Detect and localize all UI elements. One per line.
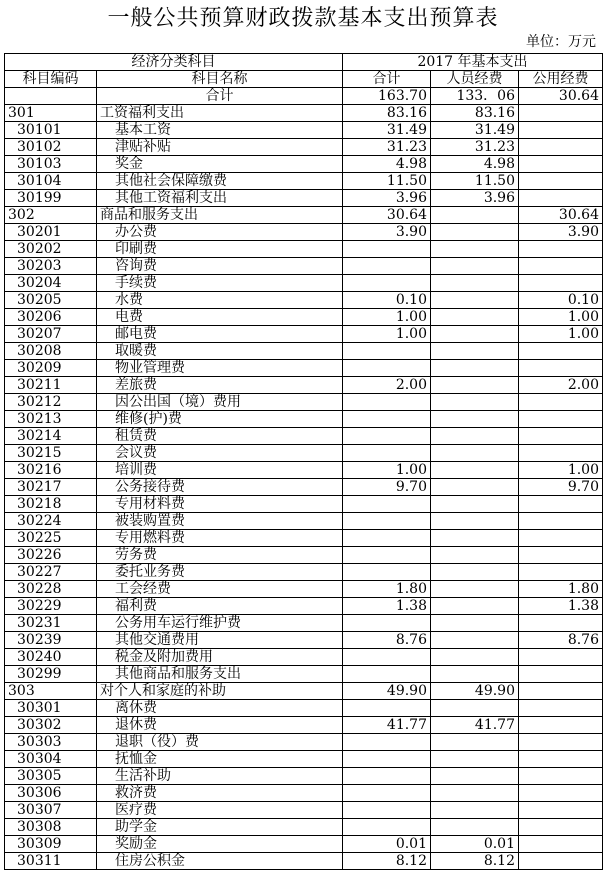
row-total: 1.00 [343,309,431,326]
header-group-row [5,54,603,71]
row-name: 其他工资福利支出 [97,190,343,207]
row-code: 30209 [5,360,97,377]
row-personnel: 83.16 [431,105,519,122]
row-personnel [431,445,519,462]
row-personnel [431,666,519,683]
row-name: 专用燃料费 [97,530,343,547]
row-code: 30102 [5,139,97,156]
row-code: 30304 [5,751,97,768]
table-row [5,241,603,258]
row-name: 津贴补贴 [97,139,343,156]
row-name: 退职（役）费 [97,734,343,751]
row-code: 30205 [5,292,97,309]
row-public [519,394,603,411]
row-public [519,785,603,802]
row-public [519,564,603,581]
row-name: 被装购置费 [97,513,343,530]
row-code: 30206 [5,309,97,326]
row-total: 8.12 [343,853,431,870]
row-personnel: 11.50 [431,173,519,190]
header-group-right: 2017 年基本支出 [343,54,603,71]
row-name: 维修(护)费 [97,411,343,428]
row-code: 30218 [5,496,97,513]
table-row [5,462,603,479]
row-personnel [431,819,519,836]
row-total: 4.98 [343,156,431,173]
row-total: 31.49 [343,122,431,139]
row-personnel [431,530,519,547]
row-total [343,411,431,428]
row-name: 福利费 [97,598,343,615]
row-public: 3.90 [519,224,603,241]
header-column-row [5,71,603,88]
row-personnel [431,428,519,445]
row-name: 奖励金 [97,836,343,853]
row-code: 30227 [5,564,97,581]
row-name: 差旅费 [97,377,343,394]
table-row [5,530,603,547]
row-public [519,241,603,258]
row-public [519,700,603,717]
row-personnel [431,241,519,258]
row-total: 31.23 [343,139,431,156]
total-total: 163.70 [343,88,431,105]
row-public [519,768,603,785]
row-personnel [431,615,519,632]
row-public [519,156,603,173]
row-total: 1.00 [343,326,431,343]
row-public [519,649,603,666]
row-total [343,785,431,802]
row-public [519,717,603,734]
row-total: 0.01 [343,836,431,853]
row-code: 30307 [5,802,97,819]
table-row [5,785,603,802]
row-total: 3.96 [343,190,431,207]
table-row [5,190,603,207]
row-public: 1.00 [519,326,603,343]
table-row [5,581,603,598]
row-public [519,666,603,683]
row-public [519,853,603,870]
row-code: 30301 [5,700,97,717]
row-name: 生活补助 [97,768,343,785]
table-row [5,105,603,122]
row-public [519,445,603,462]
row-personnel: 31.49 [431,122,519,139]
row-name: 水费 [97,292,343,309]
row-code: 30299 [5,666,97,683]
row-name: 离休费 [97,700,343,717]
table-row [5,632,603,649]
row-code: 30104 [5,173,97,190]
row-name: 工会经费 [97,581,343,598]
row-name: 手续费 [97,275,343,292]
table-row [5,326,603,343]
row-name: 奖金 [97,156,343,173]
row-code: 30199 [5,190,97,207]
header-total: 合计 [343,71,431,88]
row-name: 电费 [97,309,343,326]
row-personnel [431,479,519,496]
row-name: 医疗费 [97,802,343,819]
table-row [5,802,603,819]
row-public [519,105,603,122]
row-code: 30305 [5,768,97,785]
row-total: 41.77 [343,717,431,734]
row-total: 9.70 [343,479,431,496]
row-code: 30202 [5,241,97,258]
row-personnel [431,581,519,598]
row-total [343,258,431,275]
table-row [5,411,603,428]
row-total [343,394,431,411]
row-code: 303 [5,683,97,700]
row-personnel [431,547,519,564]
table-row [5,343,603,360]
row-name: 邮电费 [97,326,343,343]
row-personnel [431,207,519,224]
table-row [5,734,603,751]
row-personnel [431,734,519,751]
row-name: 税金及附加费用 [97,649,343,666]
row-public [519,428,603,445]
row-personnel [431,462,519,479]
row-code: 30226 [5,547,97,564]
row-personnel [431,785,519,802]
header-code: 科目编码 [5,71,97,88]
row-personnel: 49.90 [431,683,519,700]
header-name: 科目名称 [97,71,343,88]
table-row [5,275,603,292]
row-public [519,275,603,292]
row-public [519,360,603,377]
row-personnel [431,768,519,785]
row-total [343,343,431,360]
row-total: 49.90 [343,683,431,700]
total-personnel: 133．06 [431,88,519,105]
header-personnel: 人员经费 [431,71,519,88]
row-public [519,173,603,190]
row-total [343,241,431,258]
row-name: 工资福利支出 [97,105,343,122]
table-row [5,853,603,870]
row-personnel [431,343,519,360]
table-row [5,445,603,462]
table-row [5,360,603,377]
row-public: 8.76 [519,632,603,649]
row-personnel [431,598,519,615]
row-code: 30306 [5,785,97,802]
row-name: 对个人和家庭的补助 [97,683,343,700]
row-name: 培训费 [97,462,343,479]
row-name: 因公出国（境）费用 [97,394,343,411]
total-label: 合计 [97,88,343,105]
row-public [519,683,603,700]
table-row [5,207,603,224]
row-public: 2.00 [519,377,603,394]
row-total: 2.00 [343,377,431,394]
row-name: 专用材料费 [97,496,343,513]
row-total [343,615,431,632]
row-personnel [431,258,519,275]
table-row [5,768,603,785]
row-public [519,836,603,853]
row-total [343,530,431,547]
row-name: 其他商品和服务支出 [97,666,343,683]
row-total: 3.90 [343,224,431,241]
row-total [343,428,431,445]
row-total [343,547,431,564]
row-name: 商品和服务支出 [97,207,343,224]
row-code: 301 [5,105,97,122]
table-row [5,547,603,564]
table-row [5,513,603,530]
row-code: 30231 [5,615,97,632]
row-total: 11.50 [343,173,431,190]
row-code: 30228 [5,581,97,598]
row-personnel: 31.23 [431,139,519,156]
row-code: 30213 [5,411,97,428]
row-name: 公务接待费 [97,479,343,496]
row-total [343,802,431,819]
row-personnel: 3.96 [431,190,519,207]
row-total: 83.16 [343,105,431,122]
row-personnel [431,224,519,241]
row-public [519,547,603,564]
table-row [5,258,603,275]
row-total [343,649,431,666]
row-total: 1.80 [343,581,431,598]
row-name: 办公费 [97,224,343,241]
row-total: 0.10 [343,292,431,309]
table-row [5,819,603,836]
total-public: 30.64 [519,88,603,105]
table-row [5,173,603,190]
row-public: 1.00 [519,309,603,326]
row-personnel [431,513,519,530]
row-name: 咨询费 [97,258,343,275]
row-code: 30101 [5,122,97,139]
row-total: 1.38 [343,598,431,615]
row-code: 30203 [5,258,97,275]
row-name: 抚恤金 [97,751,343,768]
table-row [5,156,603,173]
table-row [5,564,603,581]
row-total [343,819,431,836]
row-public: 1.38 [519,598,603,615]
row-public: 1.00 [519,462,603,479]
table-row [5,717,603,734]
row-personnel [431,309,519,326]
row-total [343,734,431,751]
row-name: 劳务费 [97,547,343,564]
row-name: 委托业务费 [97,564,343,581]
row-total [343,768,431,785]
budget-table [4,53,603,870]
row-code: 30208 [5,343,97,360]
row-code: 30303 [5,734,97,751]
table-row [5,598,603,615]
row-code: 30225 [5,530,97,547]
row-personnel: 8.12 [431,853,519,870]
row-public [519,751,603,768]
row-public [519,802,603,819]
table-row [5,683,603,700]
row-public [519,190,603,207]
table-row [5,309,603,326]
row-public [519,343,603,360]
row-total [343,445,431,462]
row-public [519,530,603,547]
row-code: 30201 [5,224,97,241]
row-code: 30302 [5,717,97,734]
row-name: 其他交通费用 [97,632,343,649]
row-code: 30309 [5,836,97,853]
row-code: 302 [5,207,97,224]
row-name: 印刷费 [97,241,343,258]
row-personnel [431,292,519,309]
row-personnel [431,751,519,768]
row-personnel [431,326,519,343]
row-public: 30.64 [519,207,603,224]
header-public: 公用经费 [519,71,603,88]
row-name: 物业管理费 [97,360,343,377]
row-public [519,513,603,530]
row-code: 30214 [5,428,97,445]
row-name: 住房公积金 [97,853,343,870]
row-total: 30.64 [343,207,431,224]
row-total [343,564,431,581]
table-row [5,224,603,241]
row-total [343,360,431,377]
row-name: 基本工资 [97,122,343,139]
row-total: 8.76 [343,632,431,649]
row-code: 30308 [5,819,97,836]
row-name: 公务用车运行维护费 [97,615,343,632]
row-personnel [431,802,519,819]
row-total [343,275,431,292]
row-public [519,411,603,428]
row-public: 9.70 [519,479,603,496]
row-personnel [431,700,519,717]
table-row [5,479,603,496]
row-public [519,496,603,513]
row-total [343,496,431,513]
header-group-left: 经济分类科目 [5,54,343,71]
table-row [5,496,603,513]
row-code: 30224 [5,513,97,530]
row-public [519,734,603,751]
row-personnel [431,377,519,394]
table-row [5,836,603,853]
row-name: 取暖费 [97,343,343,360]
row-personnel [431,564,519,581]
table-row [5,428,603,445]
row-personnel [431,275,519,292]
row-total [343,700,431,717]
total-row [5,88,603,105]
table-row [5,615,603,632]
row-name: 助学金 [97,819,343,836]
row-code: 30217 [5,479,97,496]
page-title: 一般公共预算财政拨款基本支出预算表 [107,6,499,31]
row-personnel [431,649,519,666]
table-row [5,292,603,309]
row-code: 30215 [5,445,97,462]
row-personnel: 4.98 [431,156,519,173]
row-public: 0.10 [519,292,603,309]
row-total [343,513,431,530]
table-row [5,751,603,768]
row-code: 30207 [5,326,97,343]
row-public: 1.80 [519,581,603,598]
row-code: 30229 [5,598,97,615]
row-public [519,258,603,275]
row-code: 30216 [5,462,97,479]
row-total [343,751,431,768]
row-public [519,615,603,632]
row-name: 救济费 [97,785,343,802]
total-code-cell [5,88,97,105]
table-row [5,649,603,666]
row-personnel [431,632,519,649]
row-name: 其他社会保障缴费 [97,173,343,190]
row-personnel [431,496,519,513]
row-code: 30204 [5,275,97,292]
table-row [5,700,603,717]
row-code: 30239 [5,632,97,649]
row-personnel [431,394,519,411]
table-row [5,122,603,139]
row-name: 退休费 [97,717,343,734]
row-personnel: 41.77 [431,717,519,734]
row-code: 30211 [5,377,97,394]
row-personnel [431,411,519,428]
row-code: 30103 [5,156,97,173]
row-code: 30212 [5,394,97,411]
table-row [5,394,603,411]
row-public [519,122,603,139]
row-name: 租赁费 [97,428,343,445]
table-row [5,139,603,156]
row-personnel [431,360,519,377]
table-row [5,666,603,683]
table-row [5,377,603,394]
row-personnel: 0.01 [431,836,519,853]
row-name: 会议费 [97,445,343,462]
row-public [519,819,603,836]
row-total [343,666,431,683]
row-public [519,139,603,156]
row-code: 30311 [5,853,97,870]
row-code: 30240 [5,649,97,666]
row-total: 1.00 [343,462,431,479]
unit-label: 单位：万元 [526,34,596,50]
